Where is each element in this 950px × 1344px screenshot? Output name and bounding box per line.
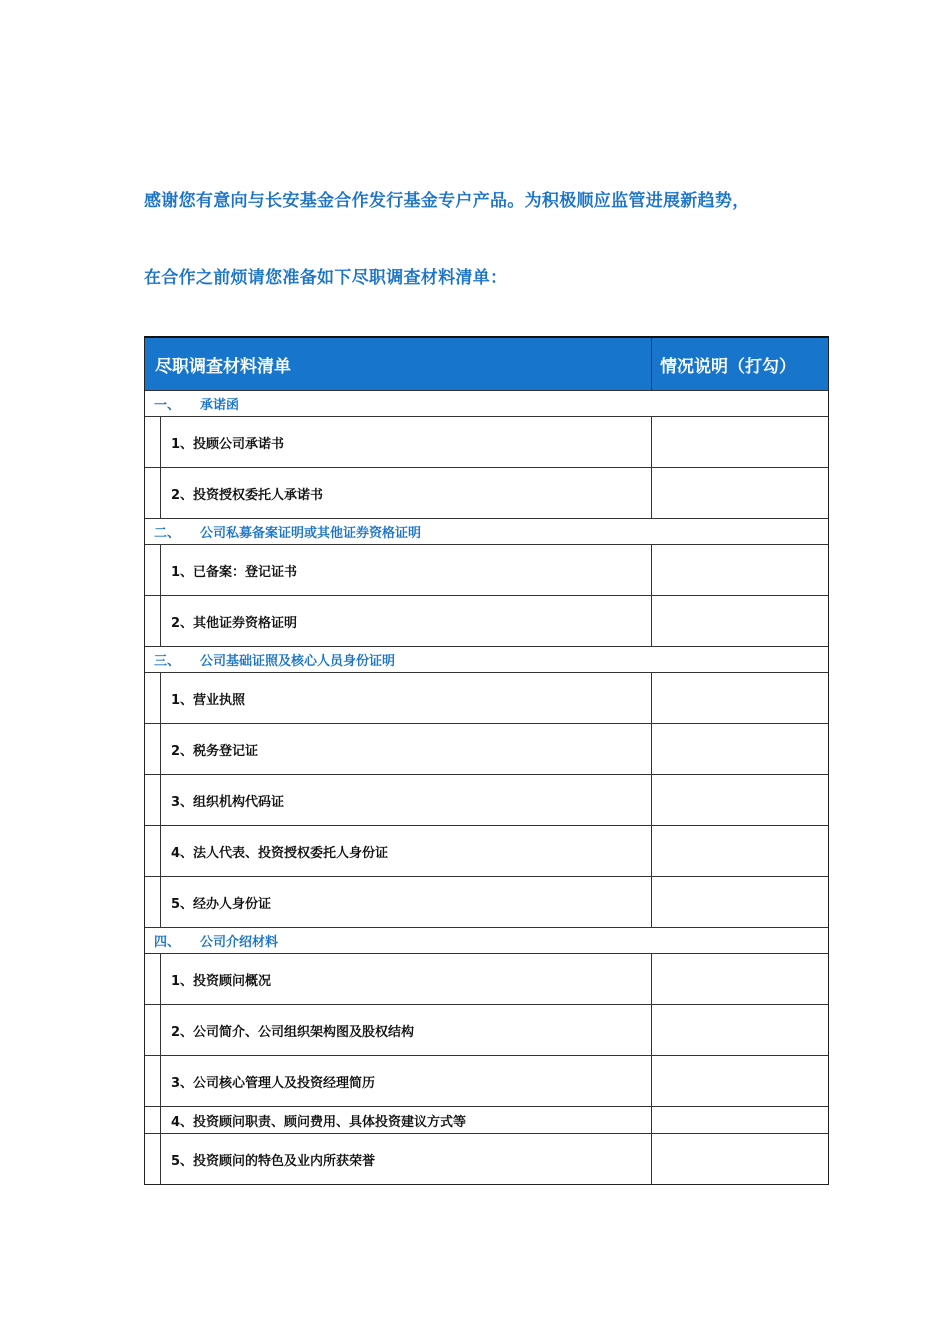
check-cell[interactable] xyxy=(652,775,828,825)
header-item-column: 尽职调查材料清单 xyxy=(145,338,652,390)
header-status-column: 情况说明（打勾） xyxy=(660,356,796,377)
item-label: 2、公司简介、公司组织架构图及股权结构 xyxy=(161,1005,652,1055)
item-label: 3、组织机构代码证 xyxy=(161,775,652,825)
item-label: 5、投资顾问的特色及业内所获荣誉 xyxy=(161,1134,652,1184)
due-diligence-table xyxy=(144,336,829,1185)
item-label: 1、投顾公司承诺书 xyxy=(161,417,652,467)
table-row xyxy=(145,1106,828,1133)
table-row xyxy=(145,595,828,646)
item-label: 5、经办人身份证 xyxy=(161,877,652,927)
table-header xyxy=(145,338,828,390)
section-row xyxy=(145,518,828,544)
section-row xyxy=(145,927,828,953)
check-cell[interactable] xyxy=(652,1107,828,1133)
check-cell[interactable] xyxy=(652,1005,828,1055)
section-title: 公司介绍材料 xyxy=(200,935,279,950)
check-cell[interactable] xyxy=(652,417,828,467)
section-number: 四、 xyxy=(154,935,181,950)
item-label: 1、已备案：登记证书 xyxy=(161,545,652,595)
item-label: 1、投资顾问概况 xyxy=(161,954,652,1004)
item-label: 2、其他证券资格证明 xyxy=(161,596,652,646)
table-row xyxy=(145,774,828,825)
check-cell[interactable] xyxy=(652,596,828,646)
check-cell[interactable] xyxy=(652,1056,828,1106)
item-label: 1、营业执照 xyxy=(161,673,652,723)
check-cell[interactable] xyxy=(652,724,828,774)
section-title: 公司基础证照及核心人员身份证明 xyxy=(200,654,396,669)
item-label: 4、法人代表、投资授权委托人身份证 xyxy=(161,826,652,876)
table-row xyxy=(145,467,828,518)
check-cell[interactable] xyxy=(652,877,828,927)
check-cell[interactable] xyxy=(652,1134,828,1184)
check-cell[interactable] xyxy=(652,468,828,518)
section-title: 承诺函 xyxy=(200,398,240,413)
table-row xyxy=(145,953,828,1004)
item-label: 2、税务登记证 xyxy=(161,724,652,774)
table-row xyxy=(145,876,828,927)
section-row xyxy=(145,390,828,416)
table-row xyxy=(145,1133,828,1184)
table-row xyxy=(145,1004,828,1055)
check-cell[interactable] xyxy=(652,826,828,876)
intro-line-1: 感谢您有意向与长安基金合作发行基金专户产品。为积极顺应监管进展新趋势， xyxy=(144,191,750,211)
table-row xyxy=(145,672,828,723)
check-cell[interactable] xyxy=(652,673,828,723)
table-row xyxy=(145,544,828,595)
table-row xyxy=(145,825,828,876)
section-row xyxy=(145,646,828,672)
item-label: 4、投资顾问职责、顾问费用、具体投资建议方式等 xyxy=(161,1107,652,1133)
check-cell[interactable] xyxy=(652,954,828,1004)
section-number: 二、 xyxy=(154,526,181,541)
item-label: 2、投资授权委托人承诺书 xyxy=(161,468,652,518)
check-cell[interactable] xyxy=(652,545,828,595)
section-number: 一、 xyxy=(154,398,181,413)
table-row xyxy=(145,1055,828,1106)
section-title: 公司私募备案证明或其他证券资格证明 xyxy=(200,526,422,541)
intro-line-2: 在合作之前烦请您准备如下尽职调查材料清单： xyxy=(144,268,508,288)
table-row xyxy=(145,416,828,467)
section-number: 三、 xyxy=(154,654,181,669)
table-row xyxy=(145,723,828,774)
item-label: 3、公司核心管理人及投资经理简历 xyxy=(161,1056,652,1106)
